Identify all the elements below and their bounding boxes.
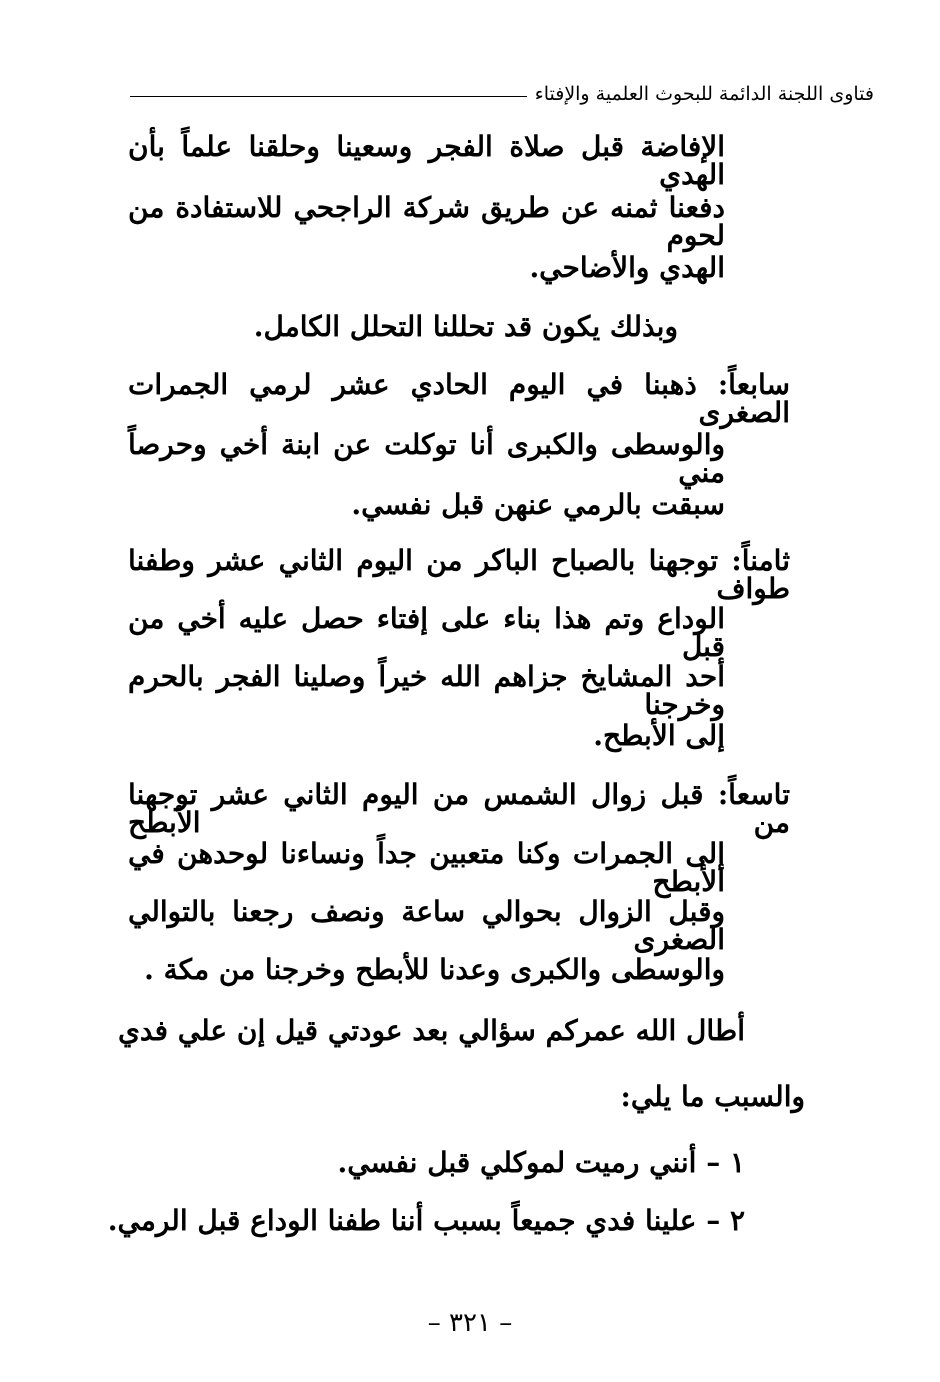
text-line: الإفاضة قبل صلاة الفجر وسعينا وحلقنا علماً بأن الهدي: [128, 130, 725, 191]
text-line: الهدي والأضاحي.: [529, 251, 725, 284]
text-line: والسبب ما يلي:: [620, 1080, 805, 1113]
text-line: ثامناً: توجهنا بالصباح الباكر من اليوم الثاني عشر وطفنا طواف: [128, 544, 790, 605]
text-line: والوسطى والكبرى أنا توكلت عن ابنة أخي وحرصاً مني: [128, 428, 725, 489]
text-line: الوداع وتم هذا بناء على إفتاء حصل عليه أخي من قبل: [128, 602, 725, 663]
text-line: وقبل الزوال بحوالي ساعة ونصف رجعنا بالتوالي الصغرى: [128, 895, 725, 956]
text-line: ٢ – علينا فدي جميعاً بسبب أننا طفنا الوداع قبل الرمي.: [107, 1204, 745, 1237]
text-line: أحد المشايخ جزاهم الله خيراً وصلينا الفجر بالحرم وخرجنا: [128, 660, 725, 721]
text-line: سابعاً: ذهبنا في اليوم الحادي عشر لرمي الجمرات الصغرى: [128, 368, 790, 429]
text-line: إلى الجمرات وكنا متعبين جداً ونساءنا لوحدهن في الأبطح: [128, 837, 725, 898]
text-line: سبقت بالرمي عنهن قبل نفسي.: [351, 488, 725, 521]
running-header: [130, 74, 874, 114]
text-line: وبذلك يكون قد تحللنا التحلل الكامل.: [253, 310, 678, 343]
page-number: – ٣٢١ –: [427, 1308, 513, 1338]
text-line: إلى الأبطح.: [593, 719, 725, 752]
text-line: أطال الله عمركم سؤالي بعد عودتي قيل إن علي فدي: [118, 1014, 745, 1047]
text-line: ١ – أنني رميت لموكلي قبل نفسي.: [337, 1146, 745, 1179]
header-rule: [130, 96, 527, 97]
text-line: تاسعاً: قبل زوال الشمس من اليوم الثاني عشر توجهنا من الأبطح: [128, 778, 790, 839]
text-line: والوسطى والكبرى وعدنا للأبطح وخرجنا من مكة .: [144, 953, 725, 986]
text-line: دفعنا ثمنه عن طريق شركة الراجحي للاستفادة من لحوم: [128, 191, 725, 252]
header-title: فتاوى اللجنة الدائمة للبحوث العلمية والإفتاء: [534, 82, 874, 105]
